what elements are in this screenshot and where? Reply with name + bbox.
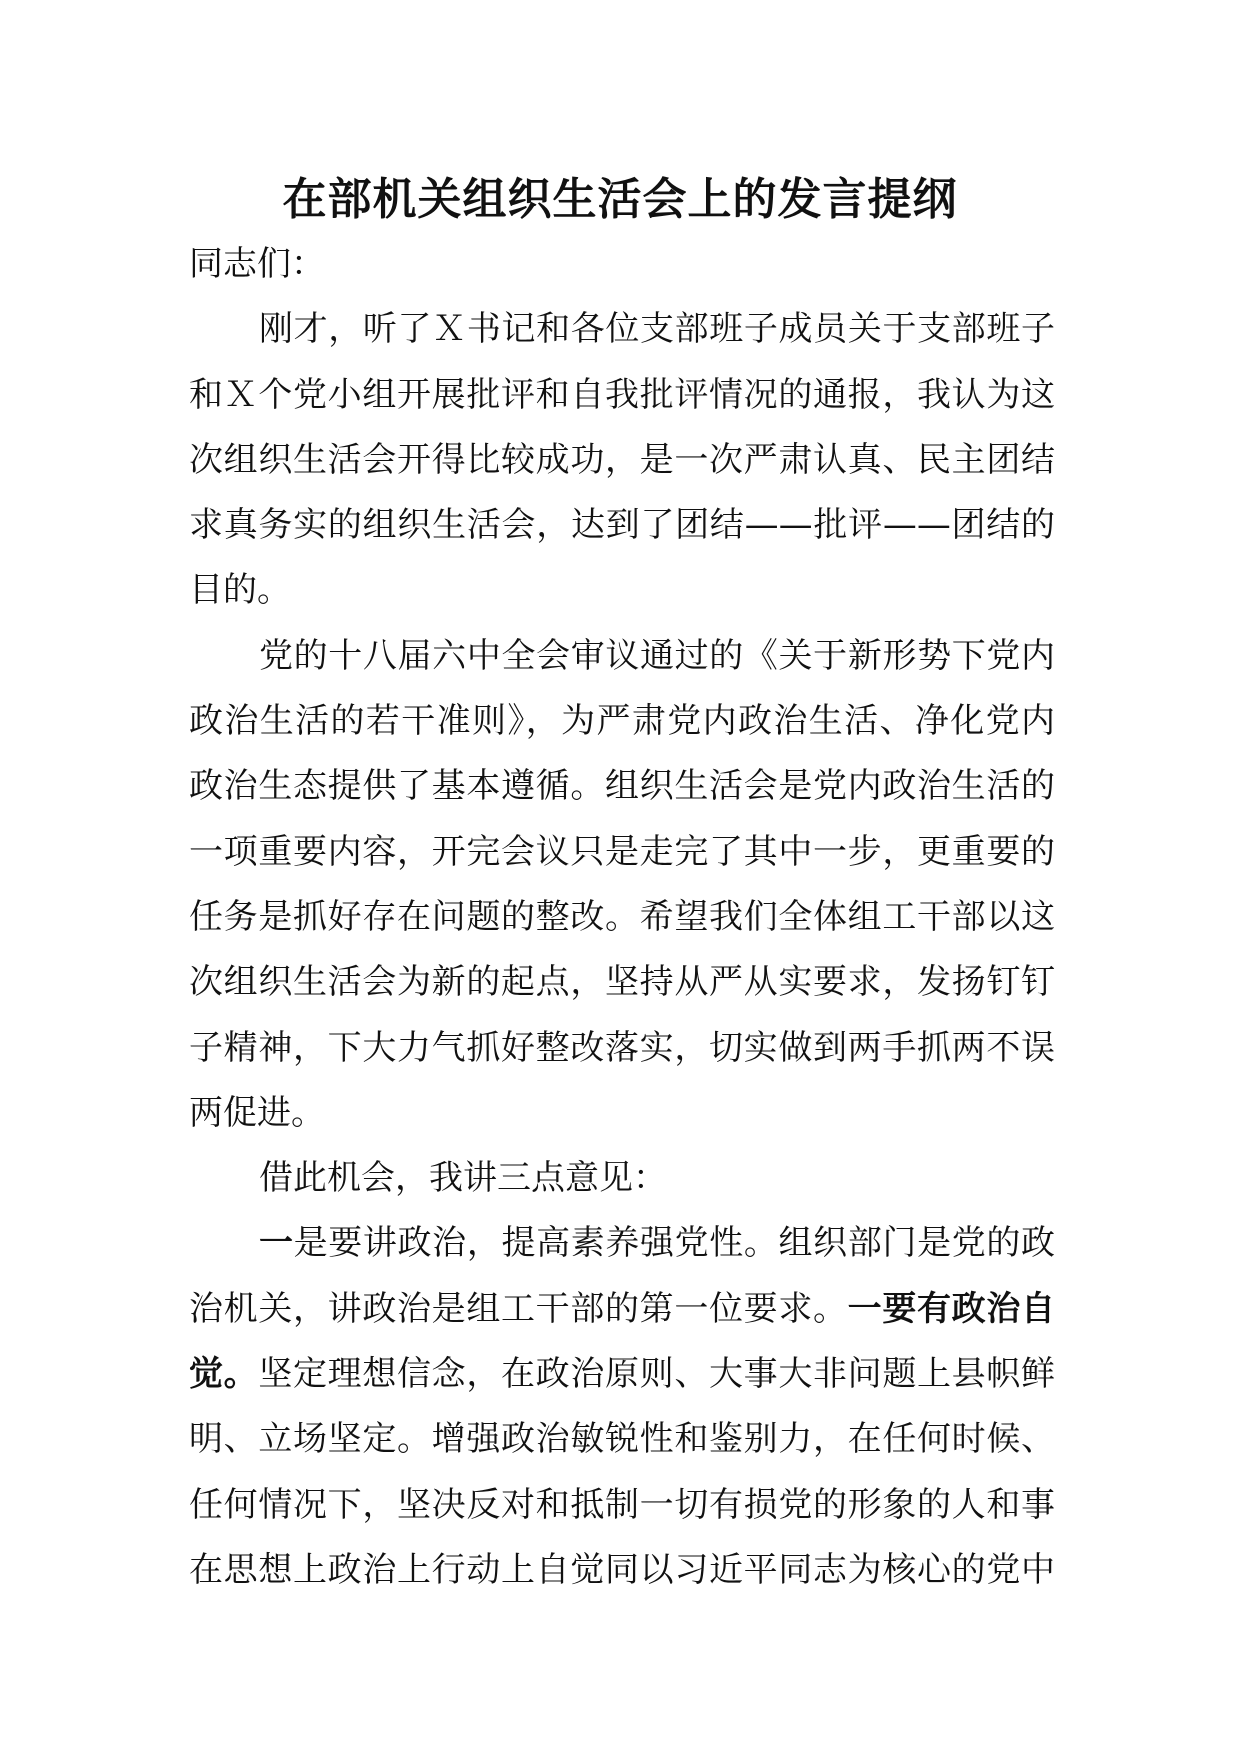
emphasis-text: 觉。 [189, 1354, 259, 1395]
body-line: 和Ｘ个党小组开展批评和自我批评情况的通报，我认为这 [189, 374, 1055, 415]
body-line: 求真务实的组织生活会，达到了团结——批评——团结的 [189, 505, 1055, 546]
body-line: 党的十八届六中全会审议通过的《关于新形势下党内 [259, 635, 1055, 676]
body-line [189, 1342, 1055, 1407]
body-line [189, 1407, 1055, 1472]
document-body [189, 232, 1055, 1603]
document-title: 在部机关组织生活会上的发言提纲 [282, 174, 958, 225]
body-line: 一项重要内容，开完会议只是走完了其中一步，更重要的 [189, 831, 1055, 872]
body-text: 明、立场坚定。增强政治敏锐性和鉴别力，在任何时候、 [189, 1419, 1055, 1460]
body-line: 任务是抓好存在问题的整改。希望我们全体组工干部以这 [189, 896, 1055, 937]
emphasis-text: 一要有政治自 [847, 1288, 1055, 1329]
body-line: 借此机会，我讲三点意见： [259, 1158, 667, 1199]
emphasis-text: 一 [259, 1223, 294, 1264]
salutation: 同志们： [189, 244, 325, 284]
body-line: 次组织生活会为新的起点，坚持从严从实要求，发扬钉钉 [189, 962, 1055, 1003]
body-line: 刚才，听了Ｘ书记和各位支部班子成员关于支部班子 [259, 309, 1055, 350]
body-text: 治机关，讲政治是组工干部的第一位要求。 [189, 1288, 848, 1329]
paragraph-3 [189, 1146, 1055, 1211]
body-line [189, 1211, 1055, 1276]
body-line: 两促进。 [189, 1092, 325, 1133]
body-line: 政治生活的若干准则》，为严肃党内政治生活、净化党内 [189, 701, 1055, 742]
body-line: 目的。 [189, 570, 291, 611]
body-line: 子精神，下大力气抓好整改落实，切实做到两手抓两不误 [189, 1027, 1055, 1068]
body-text: 是要讲政治，提高素养强党性。组织部门是党的政 [293, 1223, 1055, 1264]
body-line [189, 1473, 1055, 1538]
body-line [189, 1277, 1055, 1342]
body-text: 任何情况下，坚决反对和抵制一切有损党的形象的人和事 [189, 1484, 1055, 1525]
body-line: 政治生态提供了基本遵循。组织生活会是党内政治生活的 [189, 766, 1055, 807]
paragraph-2 [189, 624, 1055, 1146]
body-text: 在思想上政治上行动上自觉同以习近平同志为核心的党中 [189, 1549, 1055, 1590]
paragraph-4 [189, 1211, 1055, 1603]
paragraph-1 [189, 297, 1055, 623]
body-line: 次组织生活会开得比较成功，是一次严肃认真、民主团结 [189, 439, 1055, 480]
body-text: 坚定理想信念，在政治原则、大事大非问题上县帜鲜 [258, 1354, 1055, 1395]
body-line [189, 1538, 1055, 1603]
